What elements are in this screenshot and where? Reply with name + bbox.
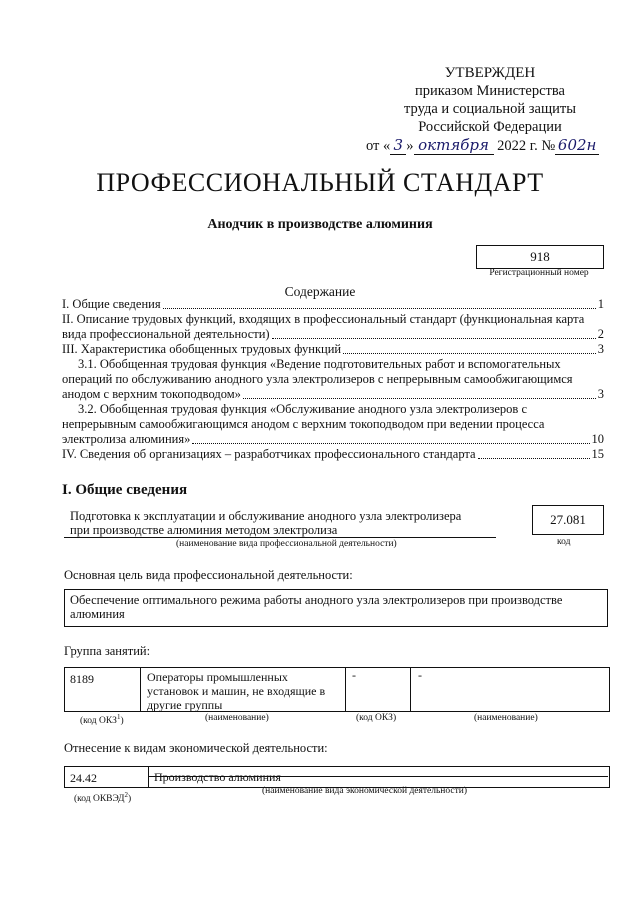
group-code-1: 8189 <box>70 672 94 686</box>
date-month: октября <box>414 136 494 155</box>
group-name-1 <box>147 670 343 712</box>
date-close-quote: » <box>406 138 414 154</box>
toc-item-3[interactable] <box>62 342 604 357</box>
standard-name: Анодчик в производстве алюминия <box>207 217 433 232</box>
activity-label: (наименование вида профессиональной деятельности) <box>176 539 397 549</box>
section-1-heading: I. Общие сведения <box>62 482 188 498</box>
activity-code-label: код <box>557 537 571 547</box>
group-label: Группа занятий: <box>64 644 151 658</box>
group-name-1-line-1: Операторы промышленных <box>147 670 288 684</box>
econ-table <box>64 766 610 788</box>
toc-page: 3 <box>597 387 604 401</box>
document-title: ПРОФЕССИОНАЛЬНЫЙ СТАНДАРТ <box>96 168 544 197</box>
toc-item-text: III. Характеристика обобщенных трудовых функций <box>62 342 342 356</box>
approval-line-4: Российской Федерации <box>418 119 562 135</box>
toc-item-text-cont: вида профессиональной деятельности) <box>62 327 270 341</box>
econ-name: Производство алюминия <box>154 770 281 784</box>
econ-code-label: (код ОКВЭД$^2$) <box>74 791 132 805</box>
toc-item-4[interactable] <box>62 447 604 462</box>
group-name-1-line-2: установок и машин, не входящие в <box>147 684 326 698</box>
toc-item-text: I. Общие сведения <box>62 297 161 311</box>
toc-item-text-cont: операций по обслуживанию анодного узла электролизеров с непрерывным самообжигающимся <box>62 372 573 386</box>
econ-label: Отнесение к видам экономической деятельности: <box>64 741 328 755</box>
toc-item-3-2[interactable] <box>62 402 604 447</box>
group-name-1-label: (наименование) <box>205 713 269 723</box>
approval-line-2: приказом Министерства <box>415 83 565 99</box>
toc-item-text-cont: электролиза алюминия» <box>62 432 191 446</box>
group-name-2: - <box>418 668 422 682</box>
activity-name-line-2: при производстве алюминия методом электролиза <box>70 523 338 537</box>
econ-name-label: (наименование вида экономической деятельности) <box>262 786 467 796</box>
goal-label: Основная цель вида профессиональной деятельности: <box>64 568 353 582</box>
toc-page: 1 <box>597 297 604 311</box>
order-number: 602н <box>555 136 599 155</box>
date-day: 3 <box>390 136 406 155</box>
toc-item-text-cont: анодом с верхним токоподводом» <box>62 387 241 401</box>
toc-item-2[interactable] <box>62 312 604 342</box>
approval-date-line <box>366 136 610 155</box>
toc-page: 10 <box>591 432 604 446</box>
approval-title: УТВЕРЖДЕН <box>444 65 536 81</box>
group-code-2-label: (код ОКЗ) <box>356 713 397 723</box>
approval-line-3: труда и социальной защиты <box>404 101 576 117</box>
registration-number-label: Регистрационный номер <box>489 268 589 278</box>
econ-code: 24.42 <box>70 771 97 785</box>
toc-item-3-1[interactable] <box>62 357 604 402</box>
date-prefix: от « <box>366 138 391 154</box>
toc-item-1[interactable] <box>62 297 604 312</box>
activity-underline <box>64 537 496 538</box>
toc-heading: Содержание <box>284 284 356 299</box>
goal-text <box>70 593 604 621</box>
toc-item-text: II. Описание трудовых функций, входящих в профессиональный стандарт (функциональная карта <box>62 312 585 326</box>
group-code-2: - <box>352 668 356 682</box>
goal-text-line-1: Обеспечение оптимального режима работы анодного узла электролизеров при производстве <box>70 593 563 607</box>
toc-page: 15 <box>591 447 604 461</box>
activity-code-box: 27.081 <box>532 505 604 535</box>
toc-item-text: 3.1. Обобщенная трудовая функция «Ведение подготовительных работ и вспомогательных <box>78 357 561 371</box>
activity-name <box>70 509 510 537</box>
approval-block <box>366 64 610 155</box>
toc-item-text: 3.2. Обобщенная трудовая функция «Обслуживание анодного узла электролизеров с <box>78 402 527 416</box>
toc-page: 2 <box>597 327 604 341</box>
group-name-1-line-3: другие группы <box>147 698 223 712</box>
goal-text-line-2: алюминия <box>70 607 125 621</box>
toc-item-text: IV. Сведения об организациях – разработчиках профессионального стандарта <box>62 447 476 461</box>
toc-page: 3 <box>597 342 604 356</box>
activity-name-line-1: Подготовка к эксплуатации и обслуживание анодного узла электролизера <box>70 509 462 523</box>
registration-number-box: 918 <box>476 245 604 269</box>
group-name-2-label: (наименование) <box>474 713 538 723</box>
toc-item-text-cont: непрерывным самообжигающимся анодом с верхним токоподводом при ведении процесса <box>62 417 545 431</box>
group-code-1-label: (код ОКЗ$^1$) <box>80 713 124 727</box>
date-year: 2022 г. № <box>497 138 556 154</box>
